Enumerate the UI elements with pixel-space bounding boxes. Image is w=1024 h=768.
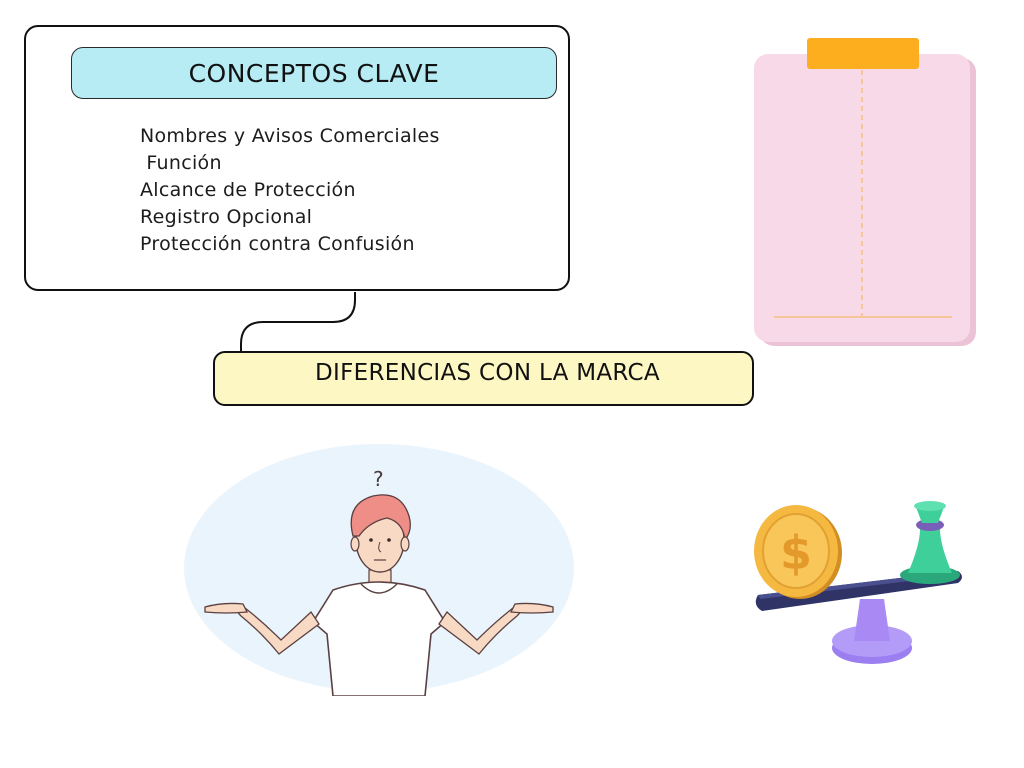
dollar-icon: $ [779, 526, 813, 580]
differences-box [213, 351, 754, 406]
concept-item: Registro Opcional [140, 206, 313, 228]
concept-item: Función [140, 152, 222, 174]
concepts-title: CONCEPTOS CLAVE [188, 58, 440, 88]
shrugging-person-illustration [183, 444, 575, 696]
concept-item: Nombres y Avisos Comerciales [140, 125, 440, 147]
differences-title: DIFERENCIAS CON LA MARCA [315, 360, 660, 386]
concepts-header [71, 47, 557, 99]
concept-list [140, 123, 440, 258]
concept-item: Protección contra Confusión [140, 233, 415, 255]
concept-item: Alcance de Protección [140, 179, 356, 201]
coin-balance-scale-illustration [744, 495, 974, 670]
clipboard-note-icon [754, 38, 979, 348]
question-mark-icon: ? [373, 467, 384, 491]
